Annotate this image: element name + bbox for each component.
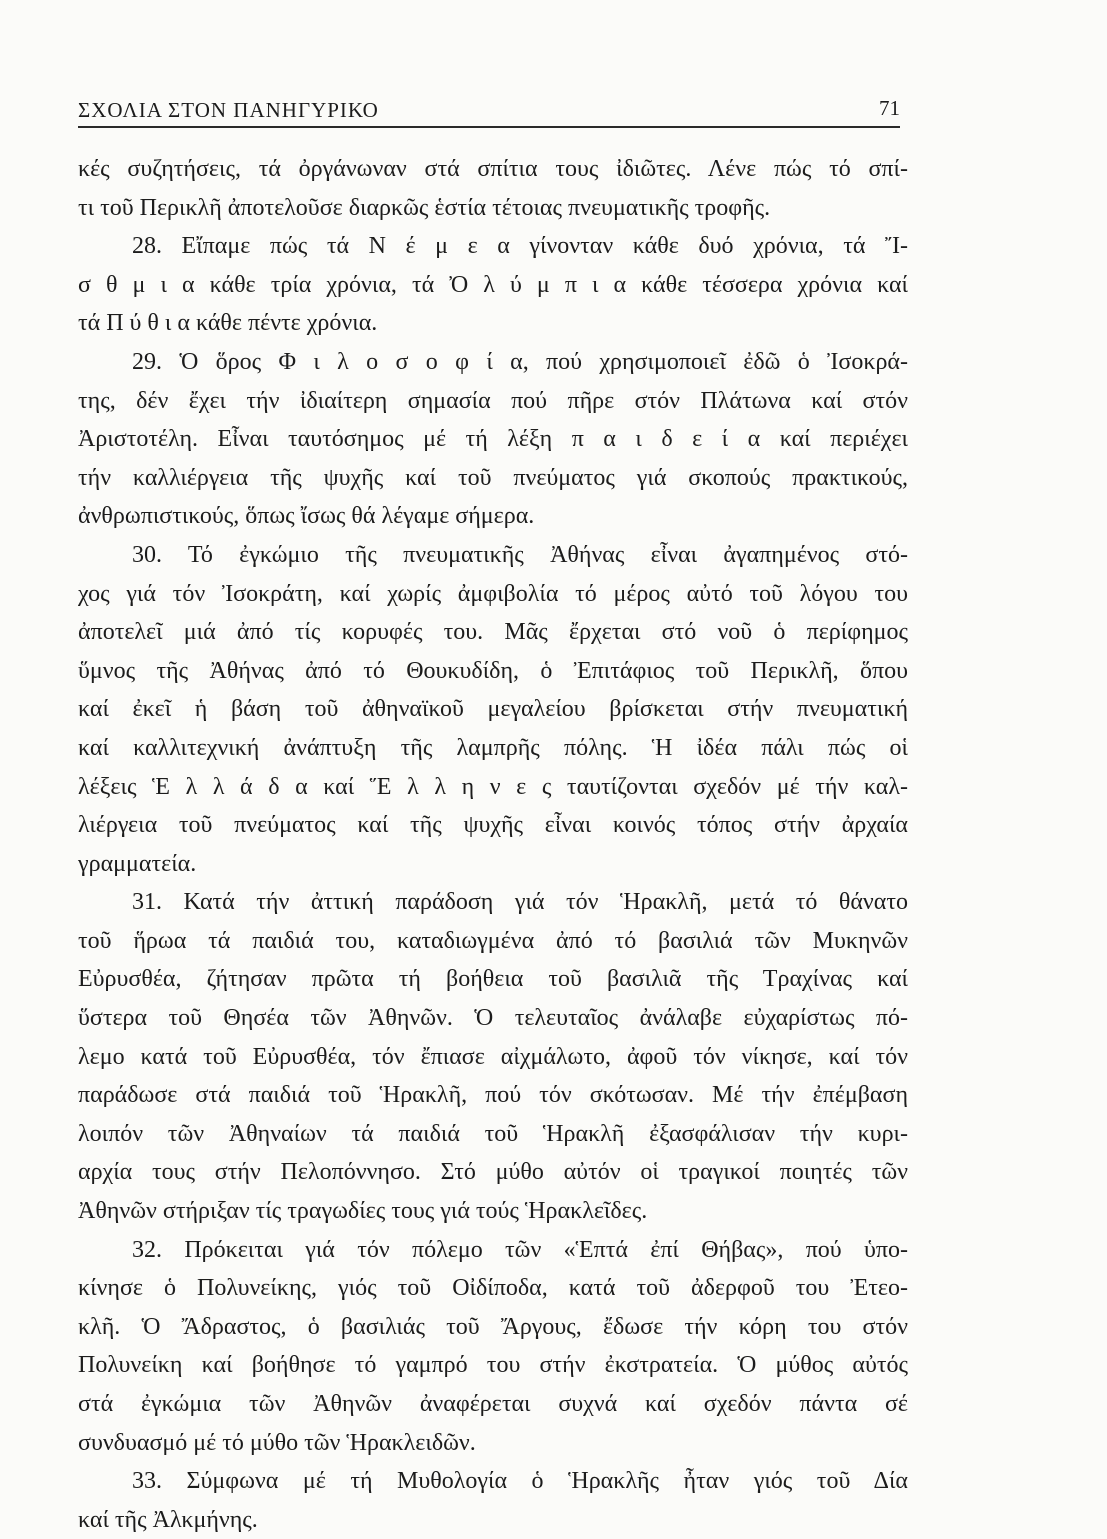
text-line: τοῦ ἥρωα τά παιδιά του, καταδιωγμένα ἀπό τό βασιλιά τῶν Μυκηνῶν <box>78 927 908 954</box>
text-line: ὕμνος τῆς Ἀθήνας ἀπό τό Θουκυδίδη, ὁ Ἐπιτάφιος τοῦ Περικλῆ, ὅπου <box>78 657 908 684</box>
text-line: Πολυνείκη καί βοήθησε τό γαμπρό του στήν ἐκστρατεία. Ὁ μύθος αὐτός <box>78 1352 908 1379</box>
text-line: Ἀθηνῶν στήριξαν τίς τραγωδίες τους γιά τούς Ἡρακλεῖδες. <box>78 1198 648 1225</box>
text-line: γραμματεία. <box>78 850 197 877</box>
note-33-start: 33. Σύμφωνα μέ τή Μυθολογία ὁ Ἡρακλῆς ἦταν γιός τοῦ Δία <box>132 1468 908 1495</box>
text-line: παράδωσε στά παιδιά τοῦ Ἡρακλῆ, πού τόν σκότωσαν. Μέ τήν ἐπέμβαση <box>78 1082 908 1109</box>
text-line: συνδυασμό μέ τό μύθο τῶν Ἡρακλειδῶν. <box>78 1429 476 1456</box>
note-32-start: 32. Πρόκειται γιά τόν πόλεμο τῶν «Ἑπτά ἐπί Θήβας», πού ὑπο- <box>132 1236 908 1263</box>
text-line: αρχία τους στήν Πελοπόννησο. Στό μύθο αὐτόν οἱ τραγικοί ποιητές τῶν <box>78 1159 908 1186</box>
text-line: τι τοῦ Περικλῆ ἀποτελοῦσε διαρκῶς ἑστία τέτοιας πνευματικῆς τροφῆς. <box>78 194 771 221</box>
note-28-start: 28. Εἴπαμε πώς τά Ν έ μ ε α γίνονταν κάθε δυό χρόνια, τά Ἴ- <box>132 233 908 260</box>
text-body <box>78 150 908 1539</box>
text-line: κές συζητήσεις, τά ὀργάνωναν στά σπίτια τους ἰδιῶτες. Λένε πώς τό σπί- <box>78 156 908 182</box>
text-line: λοιπόν τῶν Ἀθηναίων τά παιδιά τοῦ Ἡρακλῆ ἐξασφάλισαν τήν κυρι- <box>78 1120 908 1147</box>
text-line: τήν καλλιέργεια τῆς ψυχῆς καί τοῦ πνεύματος γιά σκοπούς πρακτικούς, <box>78 464 908 491</box>
running-title: ΣΧΟΛΙΑ ΣΤΟΝ ΠΑΝΗΓΥΡΙΚΟ <box>78 98 379 122</box>
page-number: 71 <box>879 96 900 120</box>
note-30-start: 30. Τό ἐγκώμιο τῆς πνευματικῆς Ἀθήνας εἶναι ἀγαπημένος στό- <box>132 541 908 568</box>
text-line: ἀποτελεῖ μιά ἀπό τίς κορυφές του. Μᾶς ἔρχεται στό νοῦ ὁ περίφημος <box>78 619 908 646</box>
text-line: Ἀριστοτέλη. Εἶναι ταυτόσημος μέ τή λέξη π α ι δ ε ί α καί περιέχει <box>78 426 908 453</box>
text-line: κλῆ. Ὁ Ἄδραστος, ὁ βασιλιάς τοῦ Ἄργους, ἔδωσε τήν κόρη του στόν <box>78 1313 908 1340</box>
text-line: ἀνθρωπιστικούς, ὅπως ἴσως θά λέγαμε σήμερα. <box>78 503 535 530</box>
text-line: στά ἐγκώμια τῶν Ἀθηνῶν ἀναφέρεται συχνά καί σχεδόν πάντα σέ <box>78 1391 908 1417</box>
text-line: καί τῆς Ἀλκμήνης. <box>78 1506 258 1533</box>
note-29-start: 29. Ὁ ὅρος Φ ι λ ο σ ο φ ί α, πού χρησιμοποιεῖ ἐδῶ ὁ Ἰσοκρά- <box>132 348 908 375</box>
page-header <box>78 92 900 128</box>
text-line: ὕστερα τοῦ Θησέα τῶν Ἀθηνῶν. Ὁ τελευταῖος ἀνάλαβε εὐχαρίστως πό- <box>78 1005 908 1032</box>
text-line: χος γιά τόν Ἰσοκράτη, καί χωρίς ἀμφιβολία τό μέρος αὐτό τοῦ λόγου του <box>78 580 908 607</box>
text-line: σ θ μ ι α κάθε τρία χρόνια, τά Ὀ λ ύ μ π ι α κάθε τέσσερα χρόνια καί <box>78 271 908 298</box>
text-line: καί καλλιτεχνική ἀνάπτυξη τῆς λαμπρῆς πόλης. Ἡ ἰδέα πάλι πώς οἱ <box>78 734 908 761</box>
text-line: καί ἐκεῖ ἡ βάση τοῦ ἀθηναϊκοῦ μεγαλείου βρίσκεται στήν πνευματική <box>78 696 908 723</box>
text-line: τά Π ύ θ ι α κάθε πέντε χρόνια. <box>78 310 378 337</box>
text-line: λιέργεια τοῦ πνεύματος καί τῆς ψυχῆς εἶναι κοινός τόπος στήν ἀρχαία <box>78 812 908 839</box>
text-line: λεμο κατά τοῦ Εὐρυσθέα, τόν ἔπιασε αἰχμάλωτο, ἀφοῦ τόν νίκησε, καί τόν <box>78 1043 908 1070</box>
text-line: λέξεις Ἑ λ λ ά δ α καί Ἕ λ λ η ν ε ς ταυτίζονται σχεδόν μέ τήν καλ- <box>78 773 908 800</box>
text-line: της, δέν ἔχει τήν ἰδιαίτερη σημασία πού πῆρε στόν Πλάτωνα καί στόν <box>78 387 908 414</box>
text-line: Εὐρυσθέα, ζήτησαν πρῶτα τή βοήθεια τοῦ βασιλιᾶ τῆς Τραχίνας καί <box>78 966 908 993</box>
text-line: κίνησε ὁ Πολυνείκης, γιός τοῦ Οἰδίποδα, κατά τοῦ ἀδερφοῦ του Ἐτεο- <box>78 1275 908 1302</box>
note-31-start: 31. Κατά τήν ἀττική παράδοση γιά τόν Ἡρακλῆ, μετά τό θάνατο <box>132 889 908 916</box>
